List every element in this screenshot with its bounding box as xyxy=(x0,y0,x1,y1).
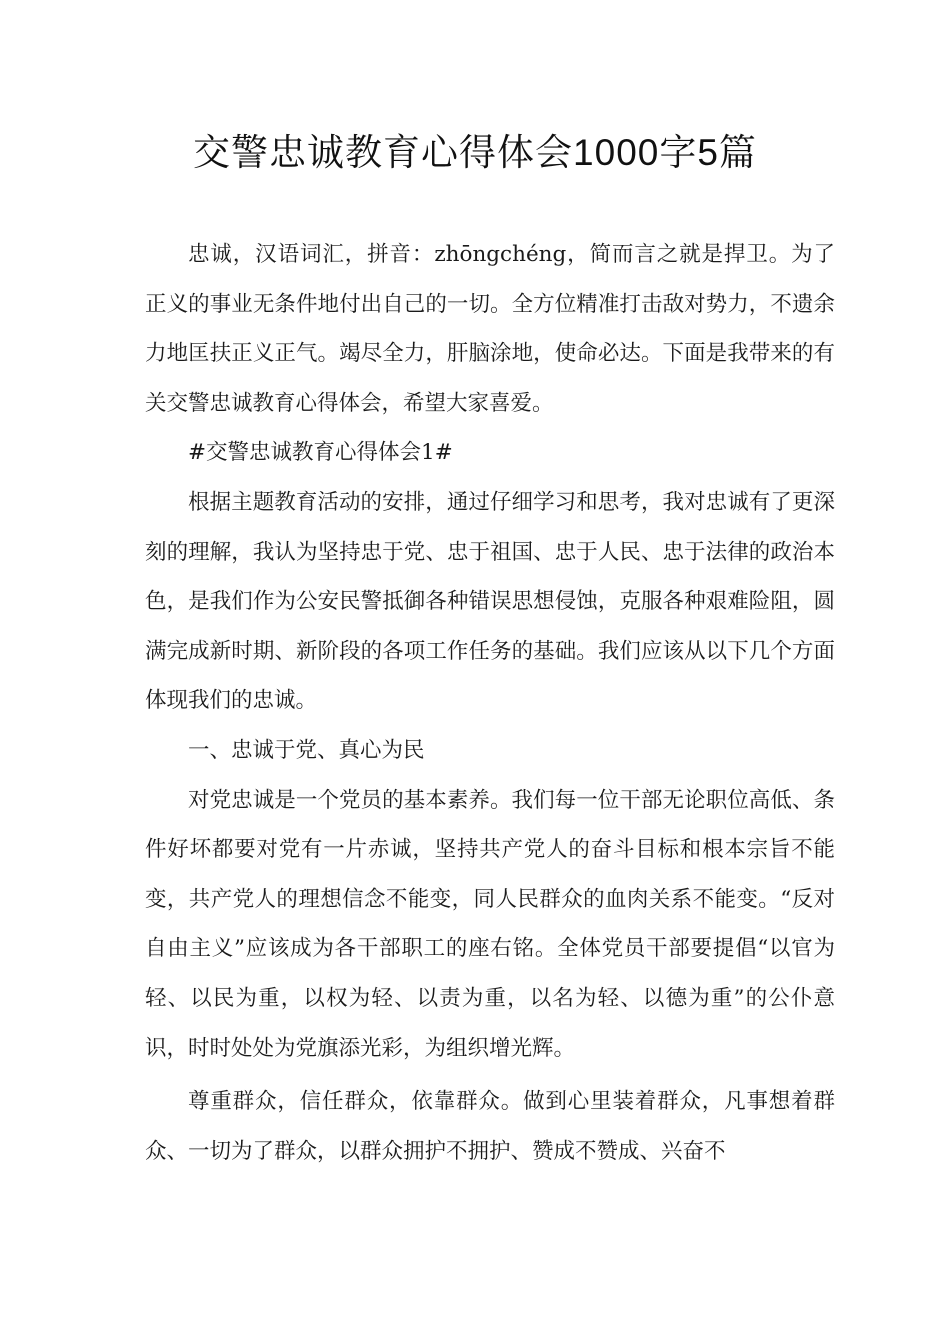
subheading-loyalty-to-party: 一、忠诚于党、真心为民 xyxy=(188,737,425,763)
body-paragraph: 对党忠诚是一个党员的基本素养。我们每一位干部无论职位高低、条件好坏都要对党有一片赤诚，坚持共产党人的奋斗目标和根本宗旨不能变，共产党人的理想信念不能变，同人民群众的血肉关系不能变。“反对自由主义”应该成为各干部职工的座右铭。全体党员干部要提倡“以官为轻、以民为重，以权为轻、以责为重，以名为轻、以德为重”的公仆意识，时时处处为党旗添光彩，为组织增光辉。 xyxy=(145,787,835,1061)
body-paragraph: 根据主题教育活动的安排，通过仔细学习和思考，我对忠诚有了更深刻的理解，我认为坚持忠于党、忠于祖国、忠于人民、忠于法律的政治本色，是我们作为公安民警抵御各种错误思想侵蚀，克服各种艰难险阻，圆满完成新时期、新阶段的各项工作任务的基础。我们应该从以下几个方面体现我们的忠诚。 xyxy=(145,489,835,714)
document-title: 交警忠诚教育心得体会1000字5篇 xyxy=(193,132,757,173)
intro-paragraph: 忠诚，汉语词汇，拼音：zhōngchéng，简而言之就是捍卫。为了正义的事业无条件地付出自己的一切。全方位精准打击敌对势力，不遗余力地匡扶正义正气。竭尽全力，肝脑涂地，使命必达。下面是我带来的有关交警忠诚教育心得体会，希望大家喜爱。 xyxy=(145,242,835,416)
body-paragraph: 尊重群众，信任群众，依靠群众。做到心里装着群众，凡事想着群众、一切为了群众，以群众拥护不拥护、赞成不赞成、兴奋不 xyxy=(145,1089,835,1164)
section-heading-1: #交警忠诚教育心得体会1# xyxy=(188,440,453,466)
document-body xyxy=(145,230,835,1176)
